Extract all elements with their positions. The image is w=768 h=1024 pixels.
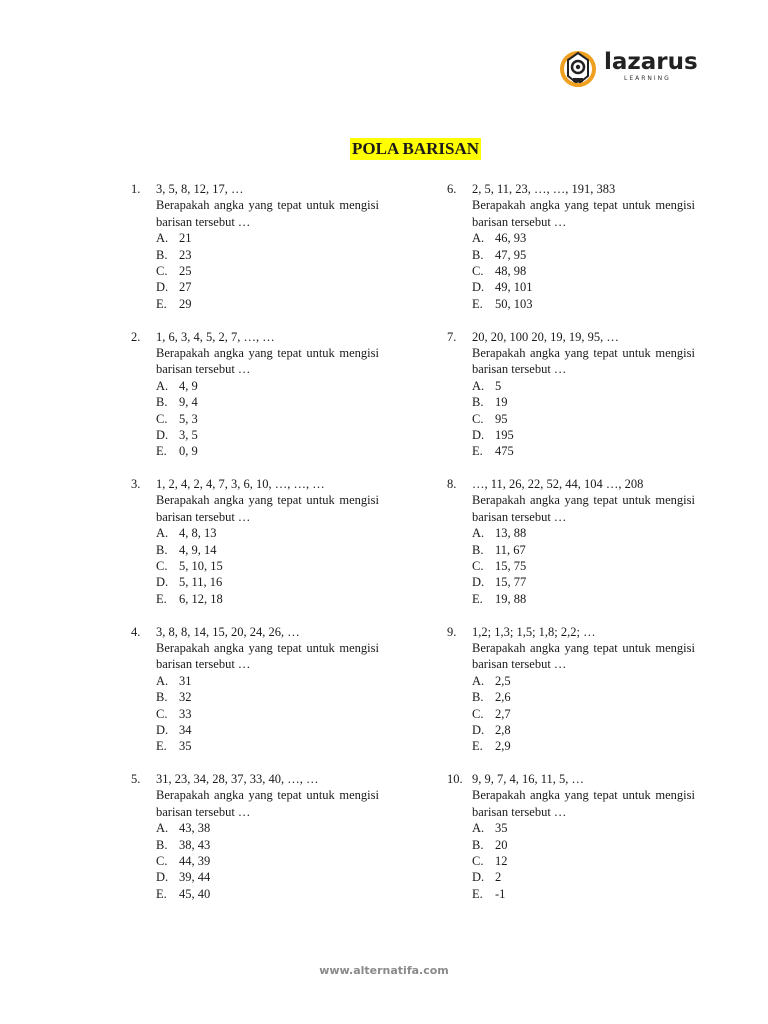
option-value: 2,6 (495, 690, 511, 705)
question-prompt: Berapakah angka yang tepat untuk mengisi barisan tersebut … (472, 198, 695, 229)
answer-option (156, 230, 379, 246)
option-value: 45, 40 (179, 886, 211, 901)
option-letter: B. (156, 395, 168, 410)
option-letter: A. (156, 231, 169, 246)
option-letter: E. (156, 296, 167, 311)
answer-option (472, 230, 695, 246)
option-value: 27 (179, 280, 192, 295)
option-letter: A. (156, 378, 169, 393)
option-letter: E. (156, 886, 167, 901)
option-value: 2,8 (495, 722, 511, 737)
answer-option (156, 689, 379, 705)
answer-option (472, 886, 695, 902)
question-prompt: Berapakah angka yang tepat untuk mengisi barisan tersebut … (472, 345, 695, 377)
option-letter: E. (156, 591, 167, 606)
option-letter: E. (472, 591, 483, 606)
answer-option (156, 394, 379, 410)
option-letter: E. (472, 886, 483, 901)
option-value: 43, 38 (179, 821, 211, 836)
option-letter: C. (472, 559, 484, 574)
question-prompt: Berapakah angka yang tepat untuk mengisi barisan tersebut … (156, 345, 379, 377)
question-number: 9. (447, 624, 457, 639)
question-sequence: 31, 23, 34, 28, 37, 33, 40, …, … (156, 772, 319, 786)
option-value: 5, 11, 16 (179, 575, 223, 590)
option-value: 2,9 (495, 739, 511, 754)
option-value: 44, 39 (179, 854, 211, 869)
option-letter: D. (472, 427, 485, 442)
option-value: 46, 93 (495, 231, 527, 246)
question-item (447, 329, 695, 477)
option-value: 195 (495, 427, 514, 442)
option-value: 49, 101 (495, 280, 533, 295)
option-letter: B. (156, 542, 168, 557)
option-letter: E. (472, 444, 483, 459)
option-value: 38, 43 (179, 837, 211, 852)
option-letter: B. (472, 395, 484, 410)
option-letter: B. (156, 837, 168, 852)
answer-option (472, 279, 695, 295)
question-body (156, 476, 379, 607)
option-letter: B. (472, 542, 484, 557)
answer-option (156, 853, 379, 869)
option-letter: B. (472, 837, 484, 852)
answer-option (472, 673, 695, 689)
option-letter: B. (472, 247, 484, 262)
answer-option (472, 263, 695, 279)
question-prompt: Berapakah angka yang tepat untuk mengisi barisan tersebut … (472, 640, 695, 672)
question-item (447, 181, 695, 329)
answer-option (472, 837, 695, 853)
option-value: 12 (495, 854, 508, 869)
option-letter: E. (472, 739, 483, 754)
option-value: 4, 8, 13 (179, 526, 217, 541)
option-value: 475 (495, 444, 514, 459)
option-letter: C. (472, 411, 484, 426)
answer-option (156, 558, 379, 574)
option-letter: C. (156, 854, 168, 869)
question-number: 7. (447, 329, 457, 344)
option-value: 6, 12, 18 (179, 591, 223, 606)
option-value: 19 (495, 395, 508, 410)
option-letter: B. (156, 690, 168, 705)
answer-option (472, 706, 695, 722)
answer-option (156, 525, 379, 541)
question-sequence: 1,2; 1,3; 1,5; 1,8; 2,2; … (472, 624, 596, 639)
option-letter: C. (156, 706, 168, 721)
question-item (447, 624, 695, 772)
option-letter: D. (156, 575, 169, 590)
left-question-column (131, 181, 379, 919)
answer-option (472, 525, 695, 541)
answer-option (156, 869, 379, 885)
option-value: 25 (179, 264, 192, 279)
option-letter: D. (472, 722, 485, 737)
option-letter: D. (472, 575, 485, 590)
option-value: 50, 103 (495, 296, 533, 311)
answer-option (156, 591, 379, 607)
answer-option (156, 378, 379, 394)
option-value: 34 (179, 722, 192, 737)
question-prompt: Berapakah angka yang tepat untuk mengisi barisan tersebut … (472, 788, 695, 819)
question-body (156, 329, 379, 460)
page-title: POLA BARISAN (352, 139, 480, 158)
option-letter: E. (156, 444, 167, 459)
option-letter: A. (472, 526, 485, 541)
question-prompt: Berapakah angka yang tepat untuk mengisi barisan tersebut … (156, 493, 379, 524)
question-body (472, 476, 695, 607)
answer-option (472, 378, 695, 394)
answer-option (472, 853, 695, 869)
option-value: -1 (495, 886, 506, 901)
question-number: 10. (447, 772, 463, 786)
option-value: 33 (179, 706, 192, 721)
option-letter: E. (472, 296, 483, 311)
option-letter: D. (472, 280, 485, 295)
option-letter: C. (472, 706, 484, 721)
answer-option (156, 411, 379, 427)
question-body (472, 181, 695, 312)
option-value: 20 (495, 837, 508, 852)
option-value: 5, 3 (179, 411, 198, 426)
option-letter: A. (472, 231, 485, 246)
question-item (447, 476, 695, 624)
lazarus-logo-icon (560, 48, 600, 92)
question-sequence: …, 11, 26, 22, 52, 44, 104 …, 208 (472, 477, 644, 491)
answer-option (472, 247, 695, 263)
answer-option (472, 820, 695, 836)
answer-option (156, 427, 379, 443)
option-letter: D. (156, 722, 169, 737)
option-value: 9, 4 (179, 395, 198, 410)
option-letter: C. (156, 559, 168, 574)
question-item (447, 771, 695, 919)
option-value: 35 (179, 739, 192, 754)
answer-option (472, 394, 695, 410)
option-letter: D. (472, 870, 485, 885)
option-letter: E. (156, 739, 167, 754)
answer-option (472, 443, 695, 459)
option-value: 3, 5 (179, 427, 198, 442)
option-letter: A. (156, 526, 169, 541)
option-letter: C. (472, 264, 484, 279)
option-value: 2,5 (495, 673, 511, 688)
brand-name: lazarus (604, 49, 698, 75)
option-value: 4, 9, 14 (179, 542, 217, 557)
option-value: 15, 77 (495, 575, 527, 590)
question-sequence: 1, 2, 4, 2, 4, 7, 3, 6, 10, …, …, … (156, 477, 325, 491)
answer-option (472, 542, 695, 558)
question-sequence: 1, 6, 3, 4, 5, 2, 7, …, … (156, 329, 275, 344)
footer-website: www.alternatifa.com (319, 964, 449, 977)
option-value: 19, 88 (495, 591, 527, 606)
option-value: 32 (179, 690, 192, 705)
question-number: 2. (131, 329, 141, 344)
option-letter: B. (156, 247, 168, 262)
option-value: 35 (495, 821, 508, 836)
option-value: 13, 88 (495, 526, 527, 541)
option-value: 5 (495, 378, 502, 393)
option-letter: A. (156, 821, 169, 836)
answer-option (156, 263, 379, 279)
question-prompt: Berapakah angka yang tepat untuk mengisi barisan tersebut … (156, 640, 379, 672)
question-item (131, 181, 379, 329)
answer-option (156, 542, 379, 558)
answer-option (156, 247, 379, 263)
option-value: 2,7 (495, 706, 511, 721)
option-value: 47, 95 (495, 247, 527, 262)
option-letter: A. (156, 673, 169, 688)
question-number: 5. (131, 772, 141, 786)
question-body (156, 181, 379, 312)
brand-subtitle: LEARNING (624, 75, 671, 82)
option-value: 48, 98 (495, 264, 527, 279)
option-value: 2 (495, 870, 502, 885)
question-body (156, 771, 379, 902)
question-sequence: 2, 5, 11, 23, …, …, 191, 383 (472, 182, 616, 196)
question-number: 3. (131, 477, 141, 491)
answer-option (156, 820, 379, 836)
option-letter: A. (472, 378, 485, 393)
option-letter: C. (156, 264, 168, 279)
option-value: 23 (179, 247, 192, 262)
question-body (472, 771, 695, 902)
question-body (472, 329, 695, 460)
option-value: 15, 75 (495, 559, 527, 574)
question-sequence: 3, 5, 8, 12, 17, … (156, 182, 244, 196)
answer-option (156, 738, 379, 754)
question-sequence: 9, 9, 7, 4, 16, 11, 5, … (472, 772, 585, 786)
answer-option (156, 837, 379, 853)
option-letter: B. (472, 690, 484, 705)
answer-option (156, 673, 379, 689)
option-value: 39, 44 (179, 870, 211, 885)
question-item (131, 624, 379, 772)
right-question-column (447, 181, 695, 919)
answer-option (472, 411, 695, 427)
answer-option (472, 869, 695, 885)
question-number: 8. (447, 477, 457, 491)
option-letter: A. (472, 673, 485, 688)
question-item (131, 329, 379, 477)
option-letter: C. (472, 854, 484, 869)
question-number: 4. (131, 624, 141, 639)
option-value: 29 (179, 296, 192, 311)
option-value: 0, 9 (179, 444, 198, 459)
option-value: 95 (495, 411, 508, 426)
answer-option (472, 296, 695, 312)
option-letter: A. (472, 821, 485, 836)
answer-option (156, 296, 379, 312)
option-value: 5, 10, 15 (179, 559, 223, 574)
answer-option (472, 574, 695, 590)
answer-option (156, 574, 379, 590)
answer-option (156, 886, 379, 902)
option-letter: C. (156, 411, 168, 426)
question-number: 1. (131, 182, 141, 196)
question-sequence: 20, 20, 100 20, 19, 19, 95, … (472, 329, 619, 344)
option-letter: D. (156, 870, 169, 885)
question-number: 6. (447, 182, 457, 196)
answer-option (156, 443, 379, 459)
answer-option (472, 722, 695, 738)
answer-option (156, 722, 379, 738)
question-body (156, 624, 379, 755)
question-prompt: Berapakah angka yang tepat untuk mengisi barisan tersebut … (472, 493, 695, 524)
question-body (472, 624, 695, 755)
option-letter: D. (156, 280, 169, 295)
brand-logo (560, 46, 700, 100)
answer-option (472, 738, 695, 754)
answer-option (156, 279, 379, 295)
option-value: 11, 67 (495, 542, 526, 557)
question-item (131, 476, 379, 624)
question-item (131, 771, 379, 919)
option-value: 21 (179, 231, 192, 246)
question-sequence: 3, 8, 8, 14, 15, 20, 24, 26, … (156, 624, 300, 639)
option-letter: D. (156, 427, 169, 442)
question-prompt: Berapakah angka yang tepat untuk mengisi barisan tersebut … (156, 198, 379, 229)
option-value: 4, 9 (179, 378, 198, 393)
question-prompt: Berapakah angka yang tepat untuk mengisi barisan tersebut … (156, 788, 379, 819)
option-value: 31 (179, 673, 192, 688)
answer-option (472, 591, 695, 607)
answer-option (472, 689, 695, 705)
answer-option (156, 706, 379, 722)
answer-option (472, 558, 695, 574)
answer-option (472, 427, 695, 443)
